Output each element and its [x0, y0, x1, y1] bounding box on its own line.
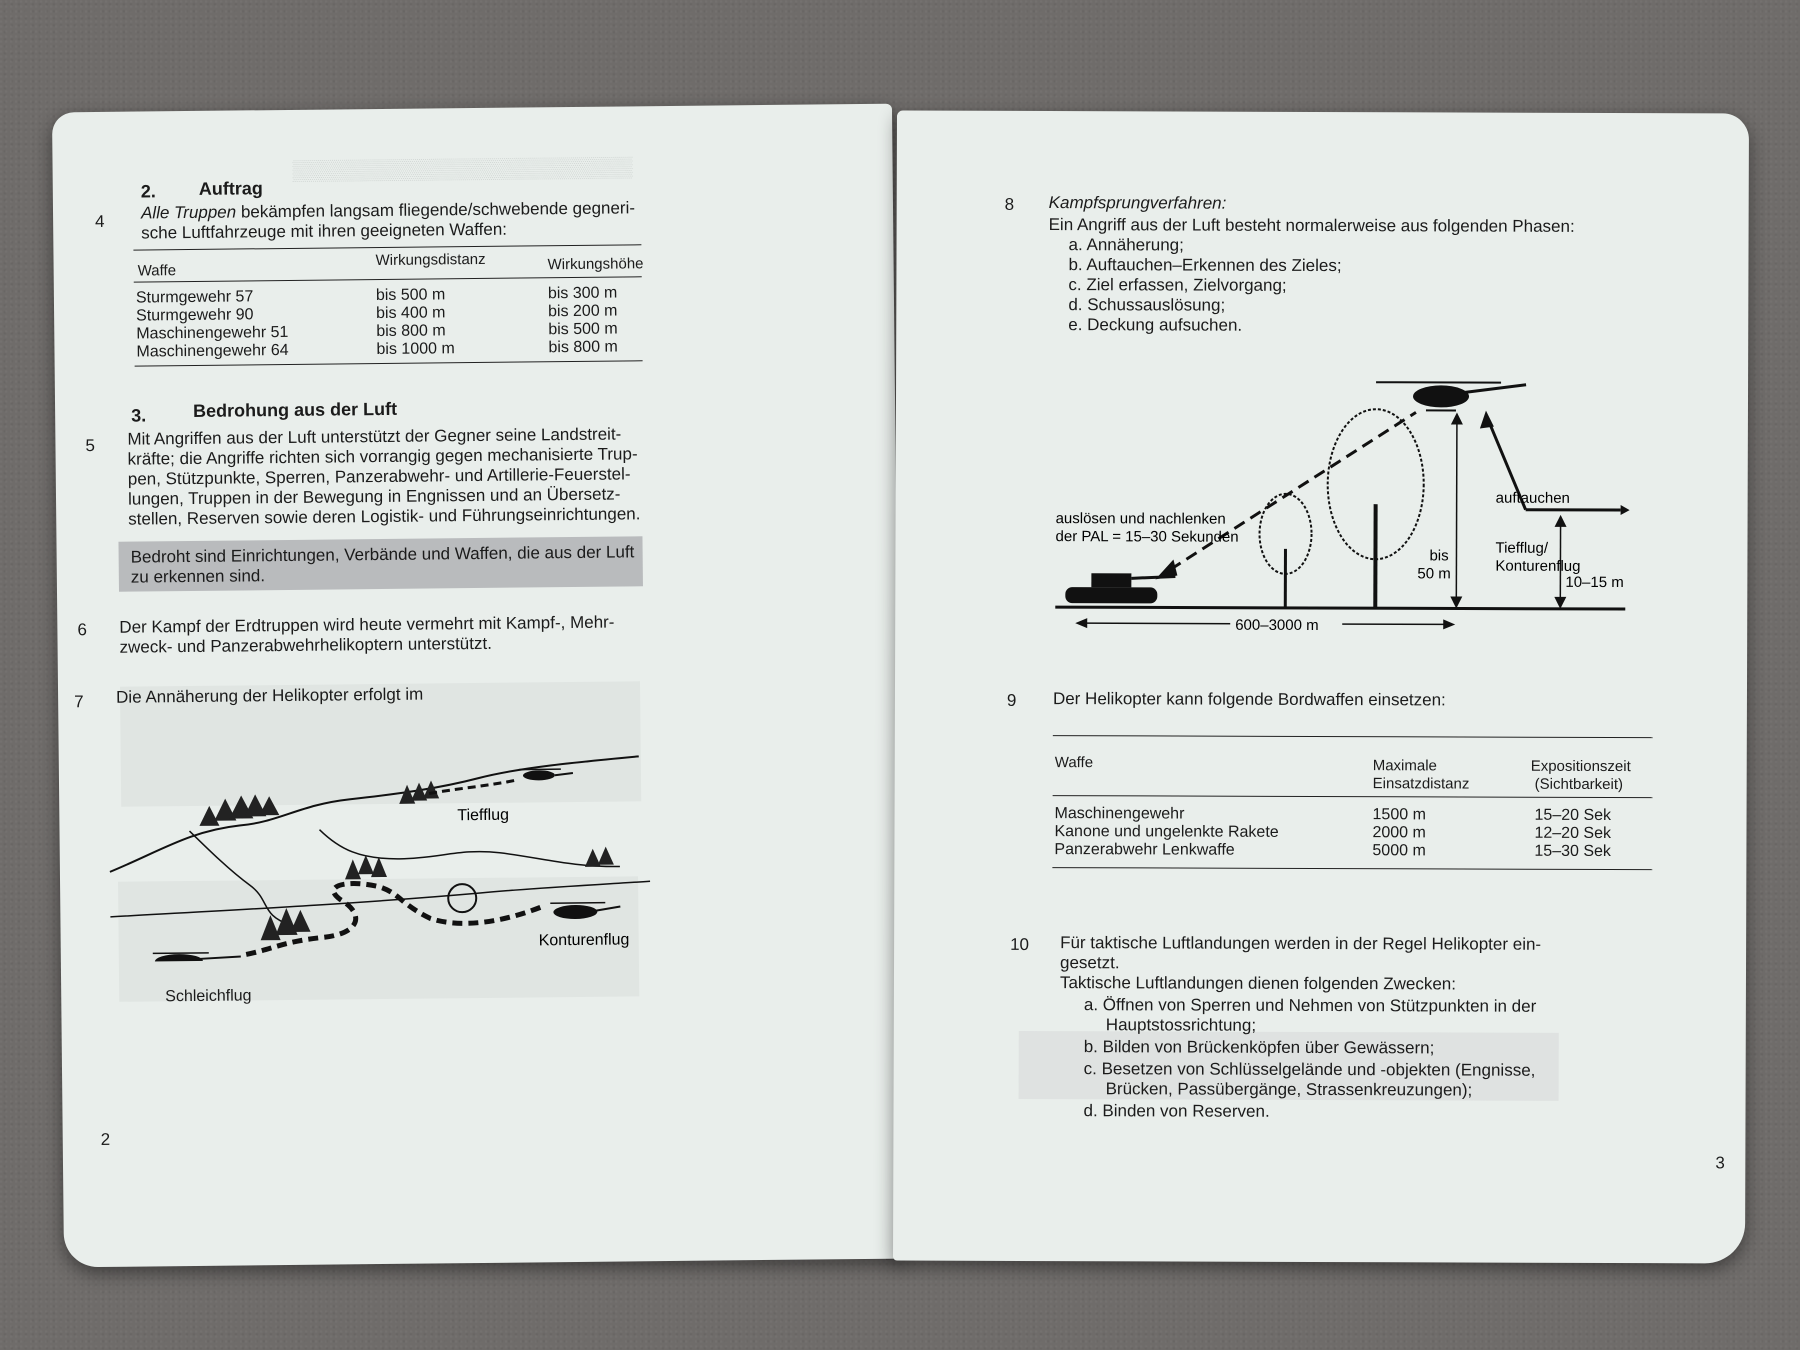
- label-50m: 50 m: [1417, 565, 1451, 583]
- table-cell: Maschinengewehr: [1054, 805, 1185, 823]
- section-2-number: 2.: [140, 181, 156, 202]
- label-ausloesen-1: auslösen und nachlenken: [1055, 510, 1226, 528]
- table-2-header-weapon: Waffe: [1054, 754, 1094, 772]
- ground-line: [1055, 607, 1625, 609]
- paragraph-9-text: Der Helikopter kann folgende Bordwaffen einsetzen:: [1052, 689, 1446, 710]
- table-2-header-exposure-2: (Sichtbarkeit): [1534, 775, 1624, 794]
- table-1-bottom-rule: [135, 360, 643, 366]
- table-1: [136, 284, 637, 361]
- table-2: [1054, 805, 1650, 861]
- table-cell: 1500 m: [1372, 806, 1426, 824]
- table-2-header-rule: [1053, 795, 1653, 798]
- table-cell: 15–30 Sek: [1534, 842, 1611, 861]
- section-2-title: Auftrag: [198, 178, 263, 199]
- table-cell: bis 200 m: [548, 302, 618, 321]
- table-cell: Maschinengewehr 51: [136, 323, 289, 343]
- table-cell: bis 500 m: [375, 286, 446, 305]
- paragraph-10-line: gesetzt.: [1060, 953, 1120, 973]
- phase-item: e. Deckung aufsuchen.: [1068, 315, 1243, 335]
- page-number-left: 2: [100, 1129, 111, 1149]
- table-cell: bis 800 m: [548, 338, 618, 357]
- section-3-title: Bedrohung aus der Luft: [193, 398, 398, 421]
- purpose-item: c. Besetzen von Schlüsselgelände und -objekten (Engnisse,: [1083, 1059, 1536, 1080]
- table-1-header-distance: Wirkungsdistanz: [375, 250, 486, 270]
- table-cell: Sturmgewehr 57: [135, 288, 254, 307]
- table-2-bottom-rule: [1052, 867, 1652, 870]
- arrow-left-icon: [1075, 618, 1087, 628]
- phase-item: a. Annäherung;: [1068, 235, 1184, 255]
- paragraph-9-number: 9: [1006, 690, 1017, 710]
- table-2-top-rule: [1053, 735, 1653, 738]
- paragraph-4-number: 4: [95, 211, 105, 231]
- table-1-header-weapon: Waffe: [137, 262, 177, 280]
- paragraph-8-title: Kampfsprungverfahren:: [1048, 193, 1227, 213]
- forest-center: [260, 855, 388, 940]
- phase-item: b. Auftauchen–Erkennen des Zieles;: [1068, 255, 1342, 276]
- label-distance: 600–3000 m: [1235, 616, 1319, 634]
- helicopter-icon: [519, 769, 573, 781]
- highlight-line: Bedroht sind Einrichtungen, Verbände und Waffen, die aus der Luft: [130, 542, 635, 567]
- arrow-right-icon: [1443, 619, 1455, 629]
- section-3-number: 3.: [131, 405, 147, 426]
- attack-diagram: [1045, 333, 1646, 635]
- label-bis: bis: [1429, 547, 1449, 565]
- paragraph-5-number: 5: [85, 435, 96, 456]
- missile-path: [1170, 411, 1416, 570]
- table-cell: bis 500 m: [548, 320, 618, 339]
- paragraph-4-line-1: [141, 198, 635, 223]
- label-schleichflug: Schleichflug: [165, 987, 252, 1006]
- label-height: 10–15 m: [1565, 573, 1624, 592]
- table-cell: bis 1000 m: [376, 340, 455, 359]
- helicopter-icon: [1376, 382, 1526, 411]
- purpose-item: b. Bilden von Brückenköpfen über Gewässern;: [1083, 1037, 1435, 1058]
- paragraph-4-rest: bekämpfen langsam fliegende/schwebende gegneri-: [236, 198, 636, 222]
- paragraph-6-number: 6: [77, 620, 87, 640]
- table-1-header-rule: [134, 276, 642, 282]
- table-cell: Sturmgewehr 90: [136, 306, 254, 325]
- paragraph-4-line-2: sche Luftfahrzeuge mit ihren geeigneten Waffen:: [141, 219, 508, 243]
- tree-icon: [1259, 494, 1311, 608]
- paragraph-5-line: kräfte; die Angriffe richten sich vorrangig gegen mechanisierte Trup-: [127, 444, 638, 469]
- label-auftauchen: auftauchen: [1495, 489, 1570, 507]
- table-cell: 12–20 Sek: [1534, 824, 1612, 843]
- arrow-up-icon: [1451, 412, 1463, 424]
- helicopter-icon: [550, 903, 620, 920]
- label-tiefflug-2: Konturenflug: [1495, 557, 1581, 575]
- helicopter-icon: [153, 952, 241, 961]
- arrow-up-icon: [1480, 411, 1494, 429]
- table-cell: bis 400 m: [376, 304, 446, 323]
- phase-item: c. Ziel erfassen, Zielvorgang;: [1068, 275, 1287, 295]
- paragraph-6-line: zweck- und Panzerabwehrhelikoptern unterstützt.: [119, 633, 492, 657]
- label-tiefflug-1: Tiefflug/: [1495, 539, 1549, 557]
- paragraph-4-italic: Alle Truppen: [140, 202, 237, 223]
- paragraph-10-line: Für taktische Luftlandungen werden in der Regel Helikopter ein-: [1060, 933, 1542, 954]
- table-row: [1054, 841, 1650, 861]
- label-konturenflug: Konturenflug: [538, 931, 630, 950]
- paragraph-8-intro: Ein Angriff aus der Luft besteht normalerweise aus folgenden Phasen:: [1048, 215, 1575, 236]
- paragraph-7-number: 7: [74, 692, 84, 712]
- highlight-line: zu erkennen sind.: [130, 566, 266, 587]
- arrow-down-icon: [1450, 596, 1462, 608]
- purpose-item: a. Öffnen von Sperren und Nehmen von Stützpunkten in der: [1083, 995, 1537, 1016]
- table-1-header-height: Wirkungshöhe: [547, 255, 644, 274]
- arrow-left-icon: [1621, 505, 1630, 515]
- phase-item: d. Schussauslösung;: [1068, 295, 1226, 315]
- table-row: [136, 338, 636, 361]
- tree-icon: [1327, 409, 1424, 608]
- arrow-down-icon: [1554, 597, 1566, 609]
- purpose-item: Hauptstossrichtung;: [1105, 1015, 1257, 1035]
- label-tiefflug: Tiefflug: [457, 806, 510, 825]
- paragraph-10-number: 10: [1010, 934, 1030, 954]
- table-2-header-exposure-1: Expositionszeit: [1530, 757, 1631, 776]
- paragraph-5-line: stellen, Reserven sowie deren Logistik- und Führungseinrichtungen.: [128, 504, 641, 529]
- height-measure-line: [1456, 414, 1457, 606]
- purpose-item: Brücken, Passübergänge, Strassenkreuzungen);: [1105, 1079, 1473, 1100]
- table-1-top-rule: [133, 244, 641, 250]
- table-cell: 15–20 Sek: [1534, 806, 1612, 825]
- table-cell: Panzerabwehr Lenkwaffe: [1054, 841, 1235, 859]
- table-cell: 2000 m: [1372, 824, 1426, 842]
- table-cell: Kanone und ungelenkte Rakete: [1054, 823, 1279, 841]
- paragraph-5-line: pen, Stützpunkte, Sperren, Panzerabwehr- und Artillerie-Feuerstel-: [127, 464, 631, 489]
- approach-illustration: [98, 706, 661, 962]
- paragraph-6-line: Der Kampf der Erdtruppen wird heute vermehrt mit Kampf-, Mehr-: [119, 612, 615, 637]
- tree-icon: [448, 884, 476, 912]
- paragraph-5-line: Mit Angriffen aus der Luft unterstützt der Gegner seine Landstreit-: [127, 424, 622, 449]
- table-row: [1055, 805, 1651, 825]
- paragraph-7-text: Die Annäherung der Helikopter erfolgt im: [116, 684, 424, 707]
- purpose-item: d. Binden von Reserven.: [1083, 1101, 1270, 1121]
- table-2-header-distance-1: Maximale: [1372, 757, 1437, 775]
- right-page: [893, 111, 1749, 1264]
- table-cell: 5000 m: [1372, 842, 1426, 860]
- table-row: [1054, 823, 1650, 843]
- table-cell: Maschinengewehr 64: [136, 341, 289, 361]
- label-ausloesen-2: der PAL = 15–30 Sekunden: [1055, 528, 1239, 546]
- table-2-header-distance-2: Einsatzdistanz: [1372, 775, 1470, 793]
- show-through-text: ▒▒▒▒▒▒▒▒▒▒▒▒▒▒▒▒▒▒▒▒▒▒▒▒: [292, 156, 633, 182]
- left-page: [52, 104, 904, 1268]
- arrow-up-icon: [1555, 515, 1567, 527]
- page-number-right: 3: [1715, 1153, 1725, 1173]
- table-cell: bis 800 m: [376, 322, 446, 341]
- paragraph-8-number: 8: [1004, 194, 1015, 214]
- table-cell: bis 300 m: [547, 284, 618, 303]
- paragraph-10-line: Taktische Luftlandungen dienen folgenden Zwecken:: [1059, 973, 1457, 994]
- paragraph-5-line: lungen, Truppen in der Bewegung in Engnissen und an Übersetz-: [127, 484, 621, 509]
